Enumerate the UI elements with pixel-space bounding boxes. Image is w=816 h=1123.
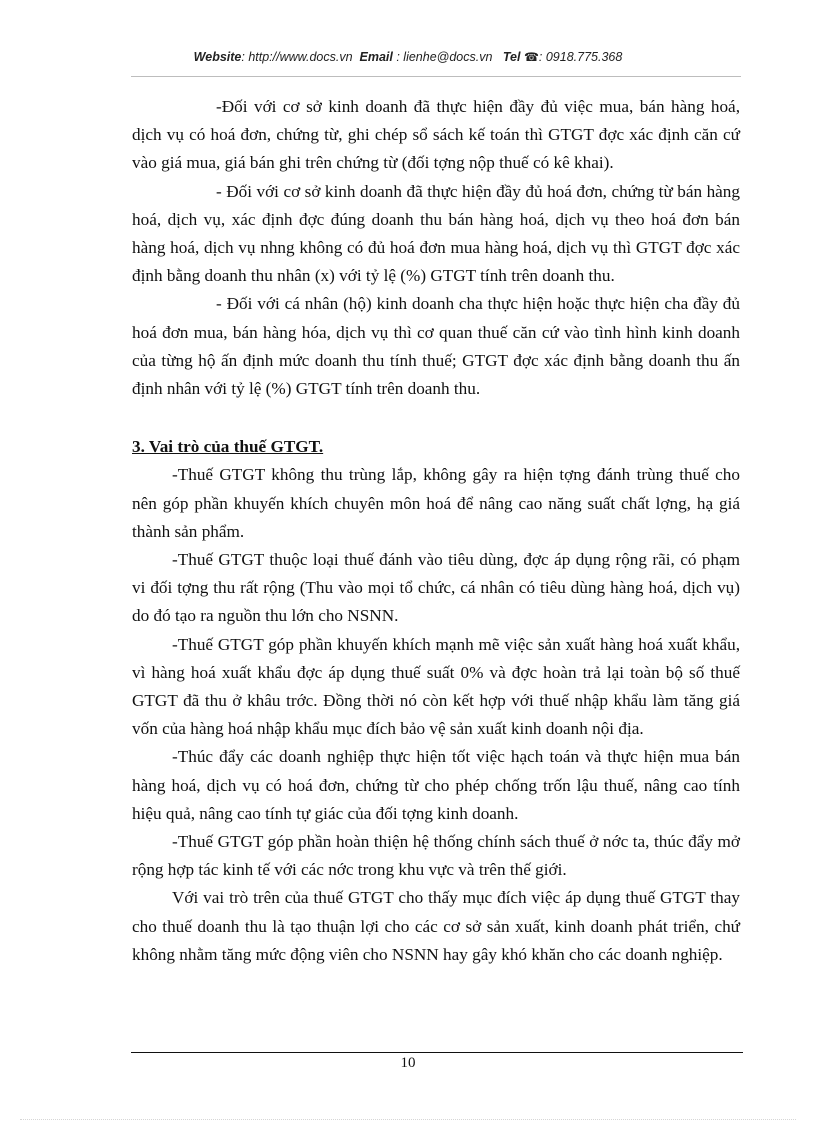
header-divider	[131, 76, 741, 77]
email-label: Email	[359, 50, 393, 64]
email-value: : lienhe@docs.vn	[396, 50, 493, 64]
website-label: Website	[193, 50, 242, 64]
paragraph-2: - Đối với cơ sở kinh doanh đã thực hiện đầy đủ hoá đơn, chứng từ bán hàng hoá, dịch vụ, xác định đợc đúng doanh thu bán hàng hoá, dịch vụ theo hoá đơn bán hàng hoá, dịch vụ nhng không có đủ hoá đơn mua hàng hoá, dịch vụ thì GTGT đợc xác định bằng doanh thu nhân (x) với tỷ lệ (%) GTGT tính trên doanh thu.	[132, 181, 740, 286]
footer-divider	[131, 1052, 743, 1053]
paragraph-6: -Thuế GTGT góp phần khuyến khích mạnh mẽ việc sản xuất hàng hoá xuất khẩu, vì hàng hoá xuất khẩu đợc áp dụng thuế suất 0% và đợc hoàn trả lại toàn bộ số thuế GTGT đã thu ở khâu trớc. Đồng thời nó còn kết hợp với thuế nhập khẩu làm tăng giá vốn của hàng hoá nhập khẩu mục đích bảo vệ sản xuất kinh doanh nội địa.	[132, 634, 740, 739]
paragraph-8: -Thuế GTGT góp phần hoàn thiện hệ thống chính sách thuế ở nớc ta, thúc đẩy mở rộng hợp tác kinh tế với các nớc trong khu vực và trên thế giới.	[132, 832, 740, 880]
section-heading: 3. Vai trò của thuế GTGT.	[132, 437, 324, 457]
paragraph-4: -Thuế GTGT không thu trùng lắp, không gây ra hiện tợng đánh trùng thuế cho nên góp phần khuyến khích chuyên môn hoá để nâng cao năng suất chất lợng, hạ giá thành sản phẩm.	[132, 465, 740, 541]
section-spacer	[132, 403, 740, 433]
phone-icon: ☎	[523, 50, 539, 64]
paragraph-5: -Thuế GTGT thuộc loại thuế đánh vào tiêu dùng, đợc áp dụng rộng rãi, có phạm vi đối tợng thu rất rộng (Thu vào mọi tổ chức, cá nhân có tiêu dùng hàng hoá, dịch vụ) do đó tạo ra nguồn thu lớn cho NSNN.	[132, 550, 740, 626]
document-body	[132, 93, 740, 969]
paragraph-7: -Thúc đẩy các doanh nghiệp thực hiện tốt việc hạch toán và thực hiện mua bán hàng hoá, dịch vụ có hoá đơn, chứng từ cho phép chống trốn lậu thuế, nâng cao tính hiệu quả, nâng cao tính tự giác của đối tợng kinh doanh.	[132, 747, 740, 823]
paragraph-3: - Đối với cá nhân (hộ) kinh doanh cha thực hiện hoặc thực hiện cha đầy đủ hoá đơn mua, bán hàng hóa, dịch vụ thì cơ quan thuế căn cứ vào tình hình kinh doanh của từng hộ ấn định mức doanh thu tính thuế; GTGT đợc xác định bằng doanh thu ấn định nhân với tỷ lệ (%) GTGT tính trên doanh thu.	[132, 294, 740, 399]
tel-value: : 0918.775.368	[538, 50, 623, 64]
paragraph-1: -Đối với cơ sở kinh doanh đã thực hiện đầy đủ việc mua, bán hàng hoá, dịch vụ có hoá đơn, chứng từ, ghi chép sổ sách kế toán thì GTGT đợc xác định căn cứ vào giá mua, giá bán ghi trên chứng từ (đối tợng nộp thuế có kê khai).	[132, 97, 740, 173]
tel-label: Tel	[502, 50, 521, 64]
page-number: 10	[400, 1055, 416, 1071]
page-header	[0, 50, 816, 64]
paragraph-9: Với vai trò trên của thuế GTGT cho thấy mục đích việc áp dụng thuế GTGT thay cho thuế doanh thu là tạo thuận lợi cho các cơ sở sản xuất, kinh doanh phát triển, chứ không nhằm tăng mức động viên cho NSNN hay gây khó khăn cho các doanh nghiệp.	[132, 888, 740, 964]
website-value: : http://www.docs.vn	[241, 50, 353, 64]
page-bottom-border	[20, 1119, 796, 1120]
